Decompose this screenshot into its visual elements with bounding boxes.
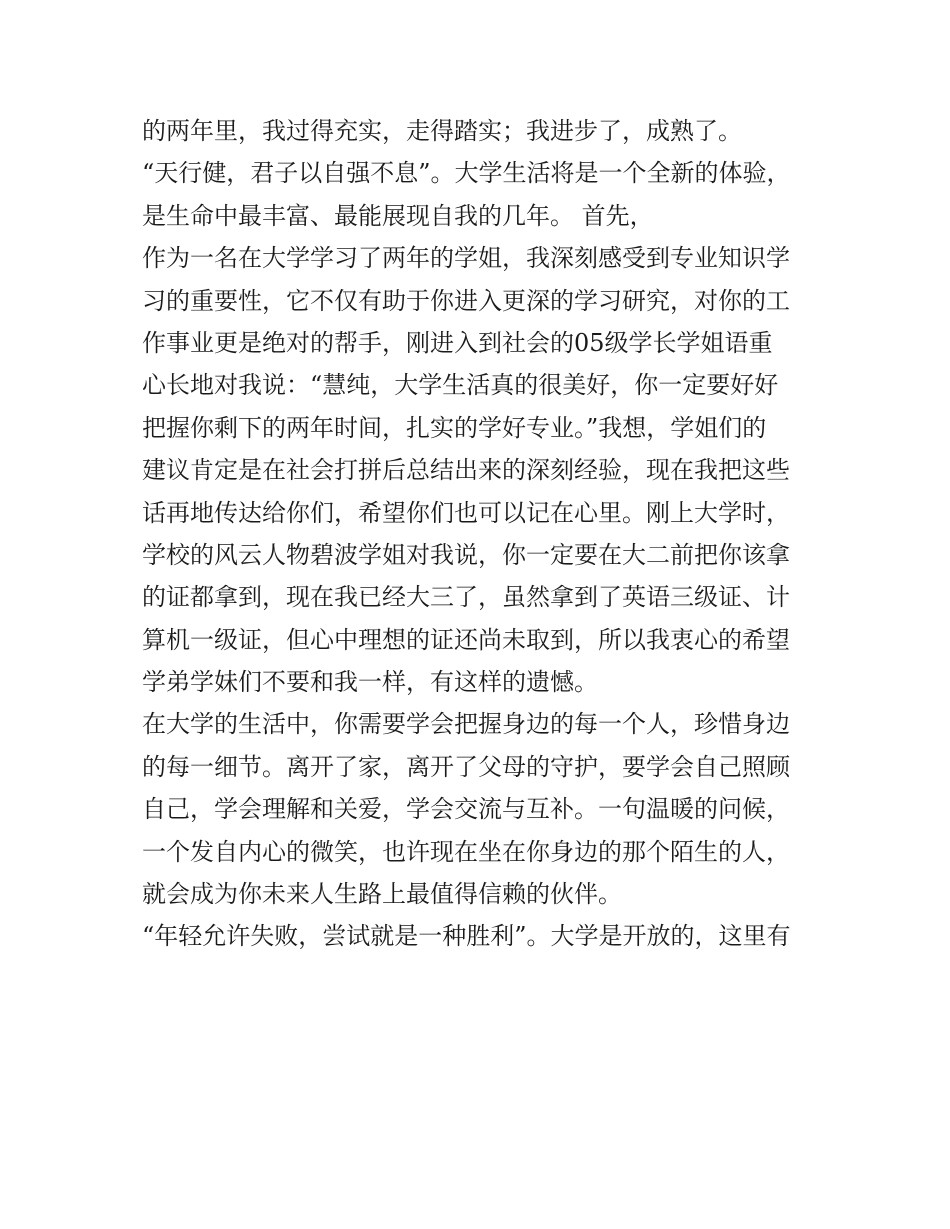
text-line: 在大学的生活中，你需要学会把握身边的每一个人，珍惜身边 [142,710,790,739]
text-line: 作事业更是绝对的帮手，刚进入到社会的05级学长学姐语重 [142,328,773,357]
text-line: 的每一细节。离开了家，离开了父母的守护，要学会自己照顾 [142,752,790,781]
text-line: 就会成为你未来人生路上最值得信赖的伙伴。 [142,880,622,909]
text-line: 话再地传达给你们，希望你们也可以记在心里。刚上大学时， [142,498,790,527]
text-line: “天行健，君子以自强不息”。大学生活将是一个全新的体验， [142,159,791,188]
text-line: 算机一级证，但心中理想的证还尚未取到，所以我衷心的希望 [142,625,790,654]
text-line: 作为一名在大学学习了两年的学姐，我深刻感受到专业知识学 [142,244,790,273]
text-line: 建议肯定是在社会打拼后总结出来的深刻经验，现在我把这些 [142,456,790,485]
body-text [142,110,822,958]
text-line: 的两年里，我过得充实，走得踏实；我进步了，成熟了。 [142,117,742,145]
text-line: 的证都拿到，现在我已经大三了，虽然拿到了英语三级证、计 [142,583,790,612]
text-line: “年轻允许失败，尝试就是一种胜利”。大学是开放的，这里有 [142,922,791,951]
text-line: 一个发自内心的微笑，也许现在坐在你身边的那个陌生的人， [142,837,790,866]
text-line: 学校的风云人物碧波学姐对我说，你一定要在大二前把你该拿 [142,540,790,569]
text-line: 习的重要性，它不仅有助于你进入更深的学习研究，对你的工 [142,286,790,315]
text-line: 把握你剩下的两年时间，扎实的学好专业。”我想，学姐们的 [142,413,767,442]
text-line: 心长地对我说：“慧纯，大学生活真的很美好，你一定要好好 [142,371,779,400]
text-line: 自己，学会理解和关爱，学会交流与互补。一句温暖的问候， [142,795,790,824]
text-line: 学弟学妹们不要和我一样，有这样的遗憾。 [142,668,598,697]
text-line: 是生命中最丰富、最能展现自我的几年。 首先， [142,201,654,230]
